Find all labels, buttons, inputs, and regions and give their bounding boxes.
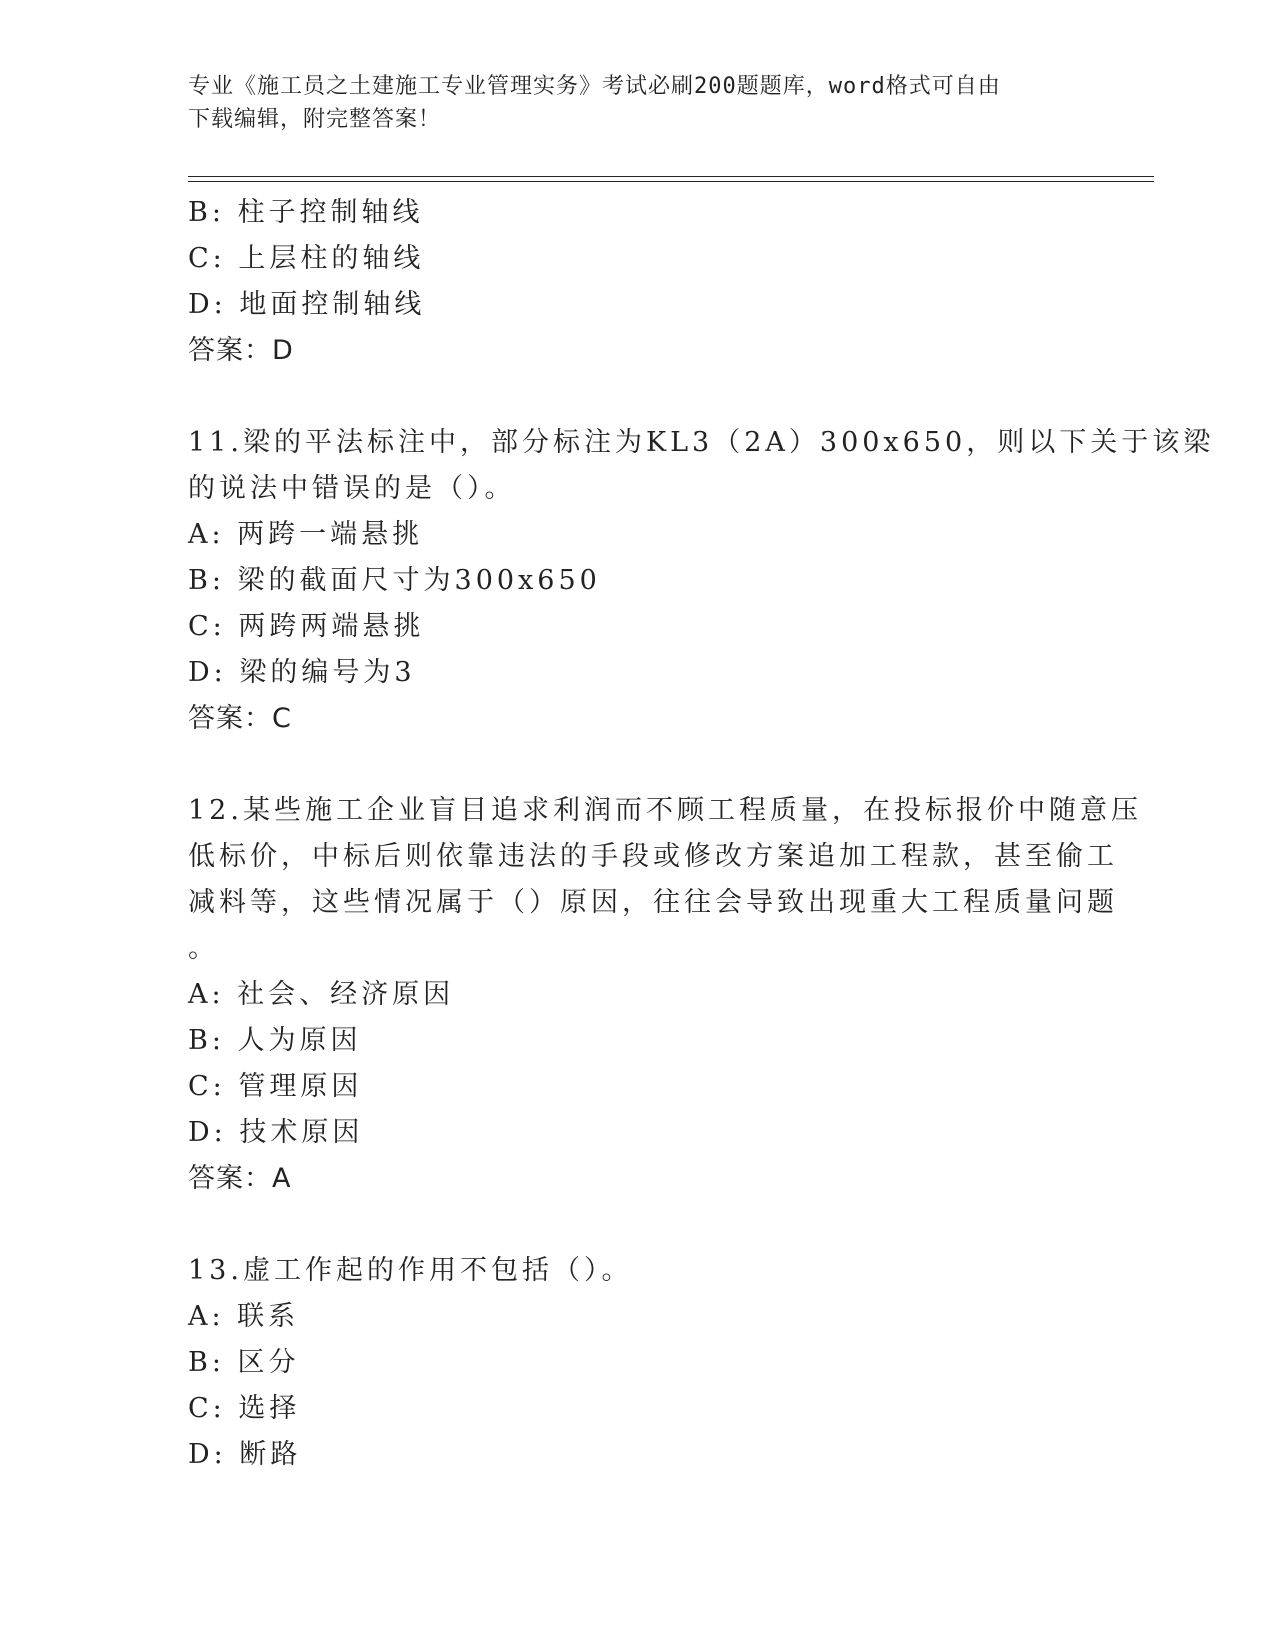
spacer (188, 374, 1088, 420)
header-divider-bottom (188, 181, 1154, 182)
question-title-line: 12.某些施工企业盲目追求利润而不顾工程质量，在投标报价中随意压 (188, 795, 1142, 826)
header-line-2: 下载编辑，附完整答案！ (188, 107, 442, 132)
option-c: C: 管理原因 (188, 1071, 363, 1102)
option-a: A: 社会、经济原因 (188, 979, 455, 1010)
header-line-1: 专业《施工员之土建施工专业管理实务》考试必刷200题题库，word格式可自由 (188, 74, 1001, 99)
option-a: A: 两跨一端悬挑 (188, 519, 424, 550)
question-10-continued (188, 190, 1088, 374)
option-d: D: 地面控制轴线 (188, 289, 426, 320)
option-c: C: 两跨两端悬挑 (188, 611, 425, 642)
question-title-line: 11.梁的平法标注中，部分标注为KL3（2A）300x650，则以下关于该梁 (188, 427, 1215, 458)
header-divider-top (188, 176, 1154, 177)
question-11 (188, 420, 1215, 742)
question-12 (188, 788, 1142, 1202)
option-b: B: 梁的截面尺寸为300x650 (188, 565, 601, 596)
question-13 (188, 1248, 1088, 1478)
option-c: C: 上层柱的轴线 (188, 243, 425, 274)
answer-line: 答案：D (188, 335, 294, 366)
question-title-line: 的说法中错误的是（）。 (188, 473, 516, 504)
option-d: D: 梁的编号为3 (188, 657, 416, 688)
option-d: D: 断路 (188, 1439, 302, 1470)
document-header (188, 70, 1088, 136)
question-title-line: 低标价，中标后则依靠违法的手段或修改方案追加工程款，甚至偷工 (188, 841, 1118, 872)
option-a: A: 联系 (188, 1301, 300, 1332)
spacer (188, 742, 1088, 788)
option-c: C: 选择 (188, 1393, 301, 1424)
question-title-line: 。 (188, 933, 219, 964)
question-title-line: 减料等，这些情况属于（）原因，往往会导致出现重大工程质量问题 (188, 887, 1118, 918)
option-b: B: 区分 (188, 1347, 300, 1378)
option-b: B: 人为原因 (188, 1025, 362, 1056)
spacer (188, 1202, 1088, 1248)
answer-line: 答案：A (188, 1163, 292, 1194)
answer-line: 答案：C (188, 703, 292, 734)
question-title-line: 13.虚工作起的作用不包括（）。 (188, 1255, 633, 1286)
option-d: D: 技术原因 (188, 1117, 364, 1148)
option-b: B: 柱子控制轴线 (188, 197, 424, 228)
question-list (188, 190, 1215, 1478)
